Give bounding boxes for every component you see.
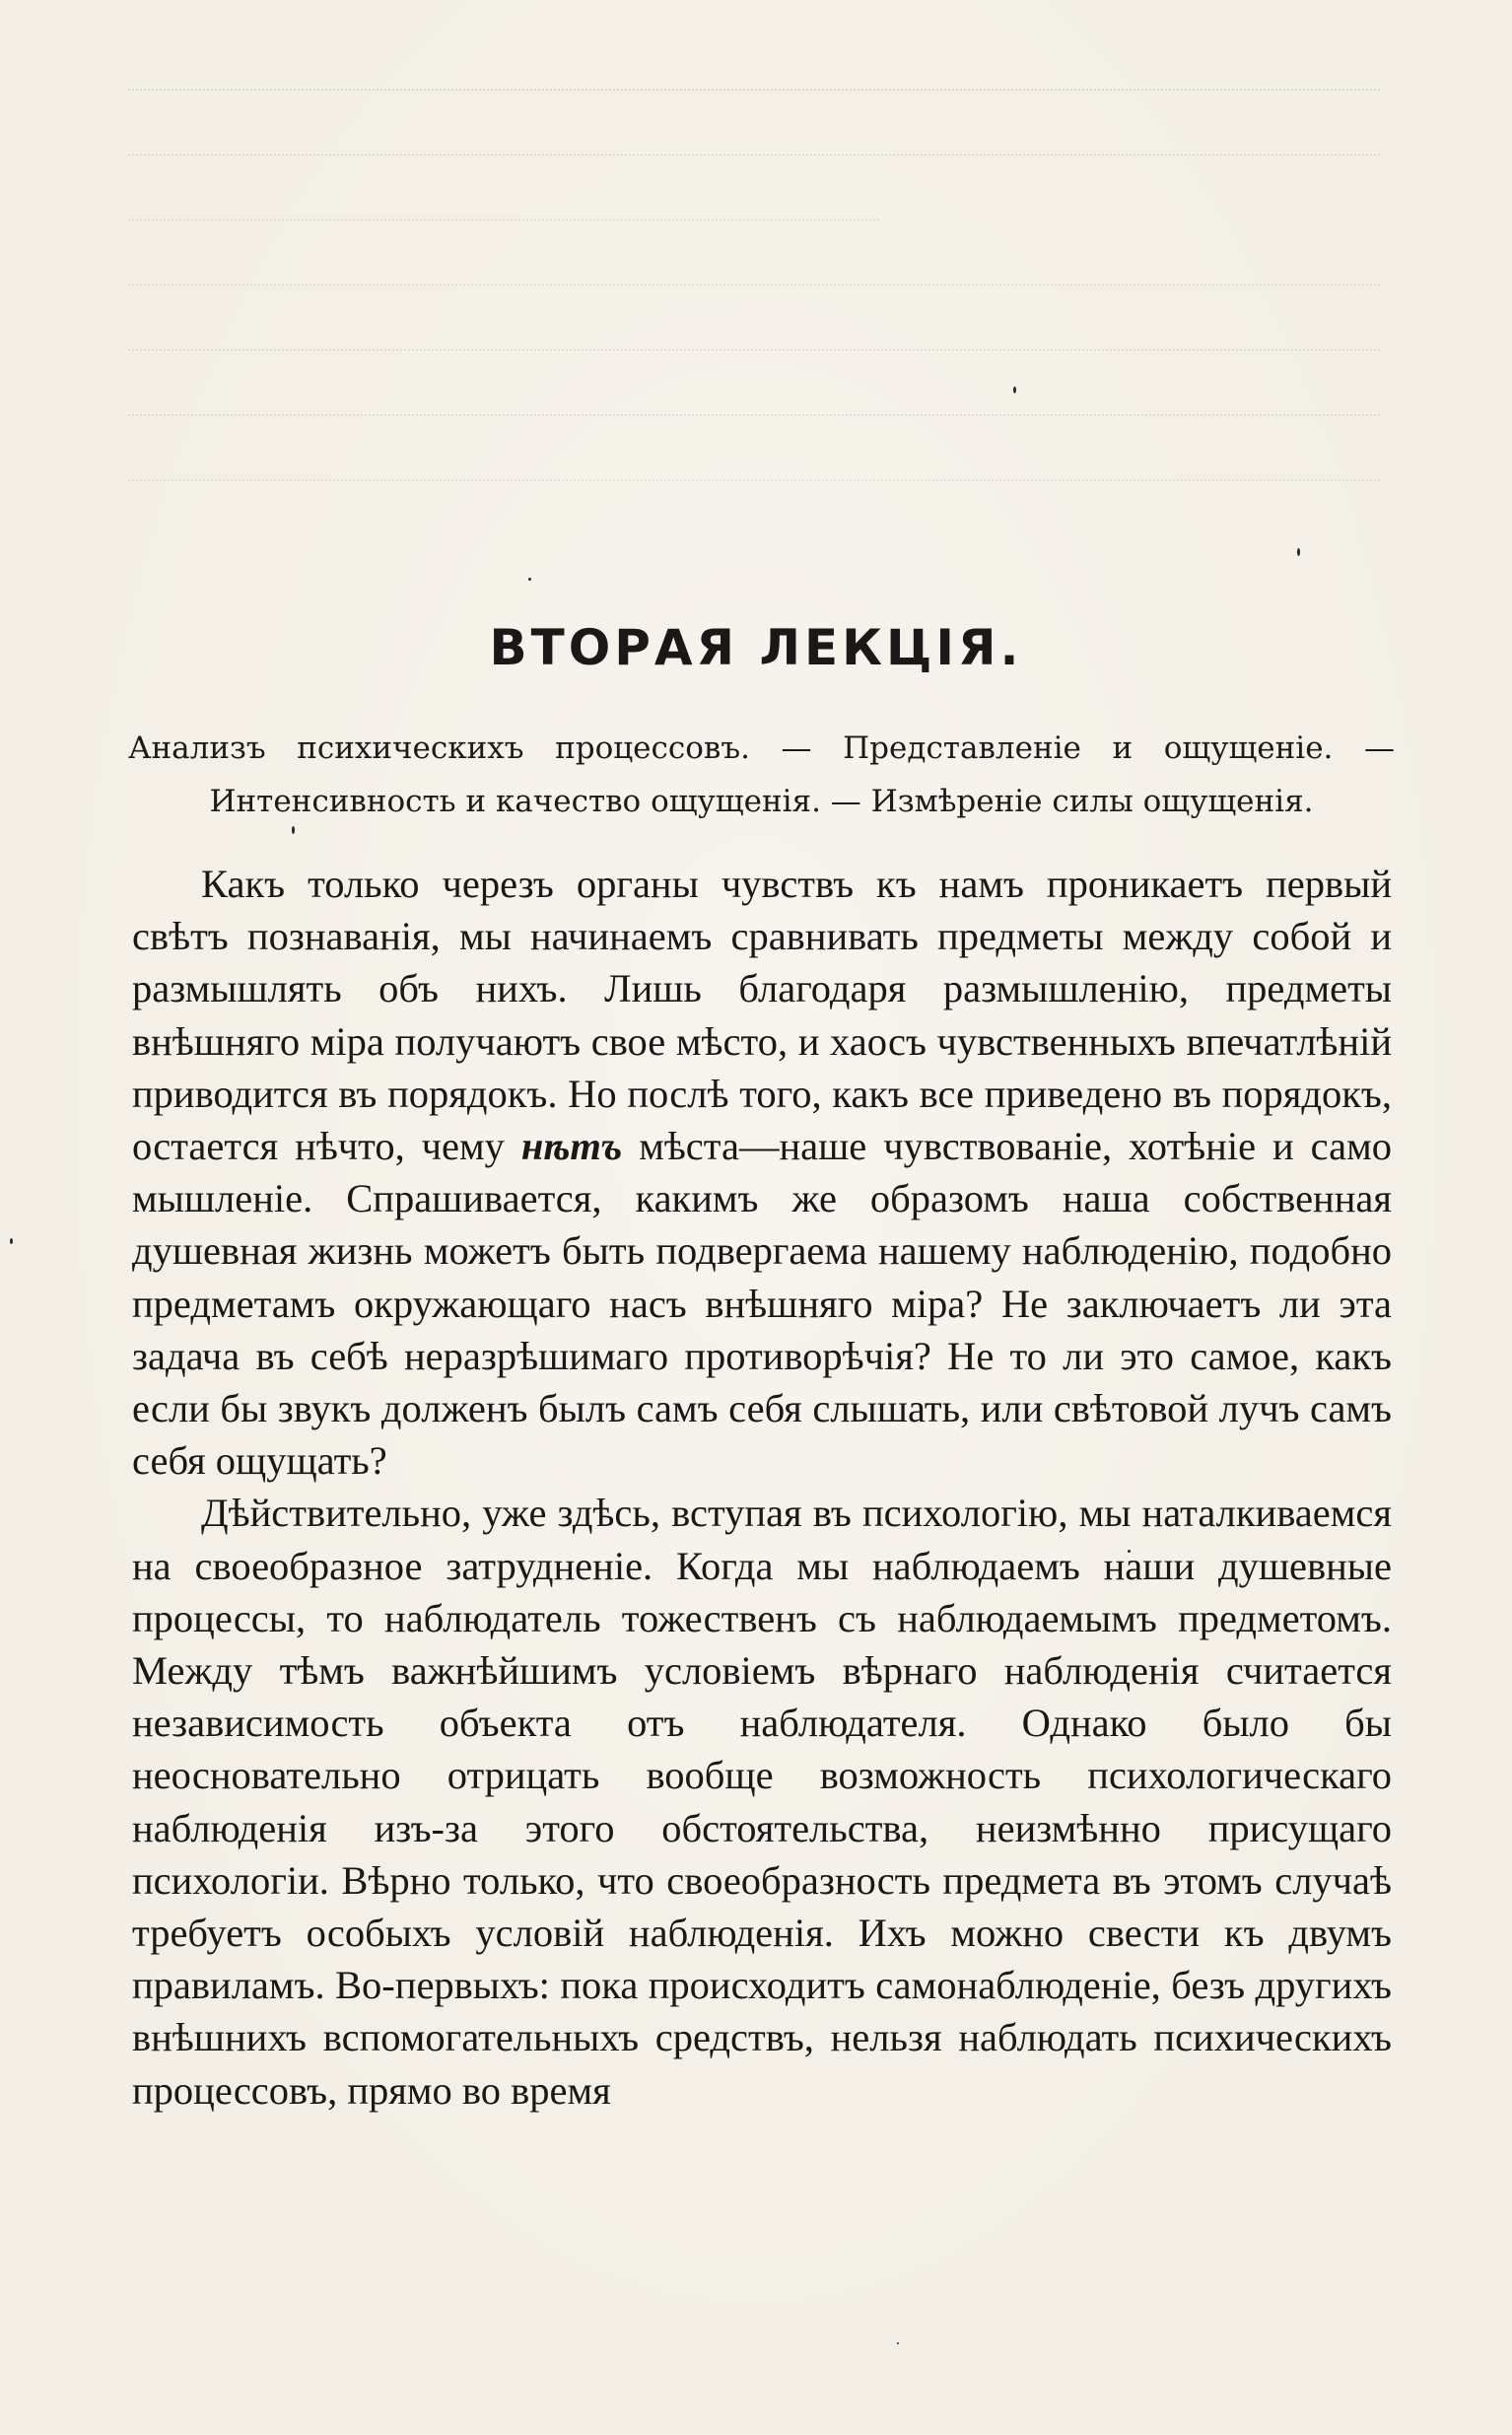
- emphasized-word: нѣтъ: [520, 1124, 623, 1169]
- main-text: [132, 858, 1392, 2117]
- ink-speck: [528, 578, 531, 581]
- lecture-title: ВТОРАЯ ЛЕКЦІЯ.: [489, 619, 1023, 676]
- paragraph-2: Дѣйствительно, уже здѣсь, вступая въ психологію, мы наталкиваемся на своеобразное затрудненіе. Когда мы наблюдаемъ наши душевные процессы, то наблюдатель тожественъ съ наблюдаемымъ предметомъ. Между тѣмъ важнѣйшимъ условіемъ вѣрнаго наблюденія считается независимость объекта отъ наблюдателя. Однако было бы неосновательно отрицать вообще возможность психологическаго наблюденія изъ-за этого обстоятельства, неизмѣнно присущаго психологіи. Вѣрно только, что своеобразность предмета въ этомъ случаѣ требуетъ особыхъ условій наблюденія. Ихъ можно свести къ двумъ правиламъ. Во-первыхъ: пока происходитъ самонаблюденіе, безъ другихъ внѣшнихъ вспомогательныхъ средствъ, нельзя наблюдать психическихъ процессовъ, прямо во время: [132, 1491, 1392, 2113]
- ink-speck: [897, 2342, 899, 2344]
- show-through-texture: [128, 39, 1380, 552]
- ink-speck: [1013, 386, 1016, 393]
- ink-speck: [10, 1238, 13, 1244]
- paragraph-1-start: Какъ только черезъ органы чувствъ къ намъ проникаетъ первый свѣтъ познаванія, мы начинаемъ сравнивать предметы между собой и размышлять объ нихъ. Лишь благодаря размышленію, предметы внѣшняго міра получаютъ свое мѣсто, и хаосъ чувственныхъ впечатлѣній приводится въ порядокъ. Но послѣ того, какъ все приведено въ порядокъ, остается нѣчто, чему: [132, 862, 1392, 1169]
- paragraph-1-end: мѣста—наше чувствованіе, хотѣніе и само мышленіе. Спрашивается, какимъ же образомъ наша собственная душевная жизнь можетъ быть подвергаема нашему наблюденію, подобно предметамъ окружающаго насъ внѣшняго міра? Не заключаетъ ли эта задача въ себѣ неразрѣшимаго противорѣчія? Не то ли это самое, какъ если бы звукъ долженъ былъ самъ себя слышать, или свѣтовой лучъ самъ себя ощущать?: [132, 1124, 1392, 1484]
- lecture-summary: Анализъ психическихъ процессовъ. — Представленіе и ощущеніе. — Интенсивность и качество ощущенія. — Измѣреніе силы ощущенія.: [128, 730, 1395, 819]
- paragraph-1: [132, 858, 1392, 1487]
- ink-speck: [1297, 548, 1300, 556]
